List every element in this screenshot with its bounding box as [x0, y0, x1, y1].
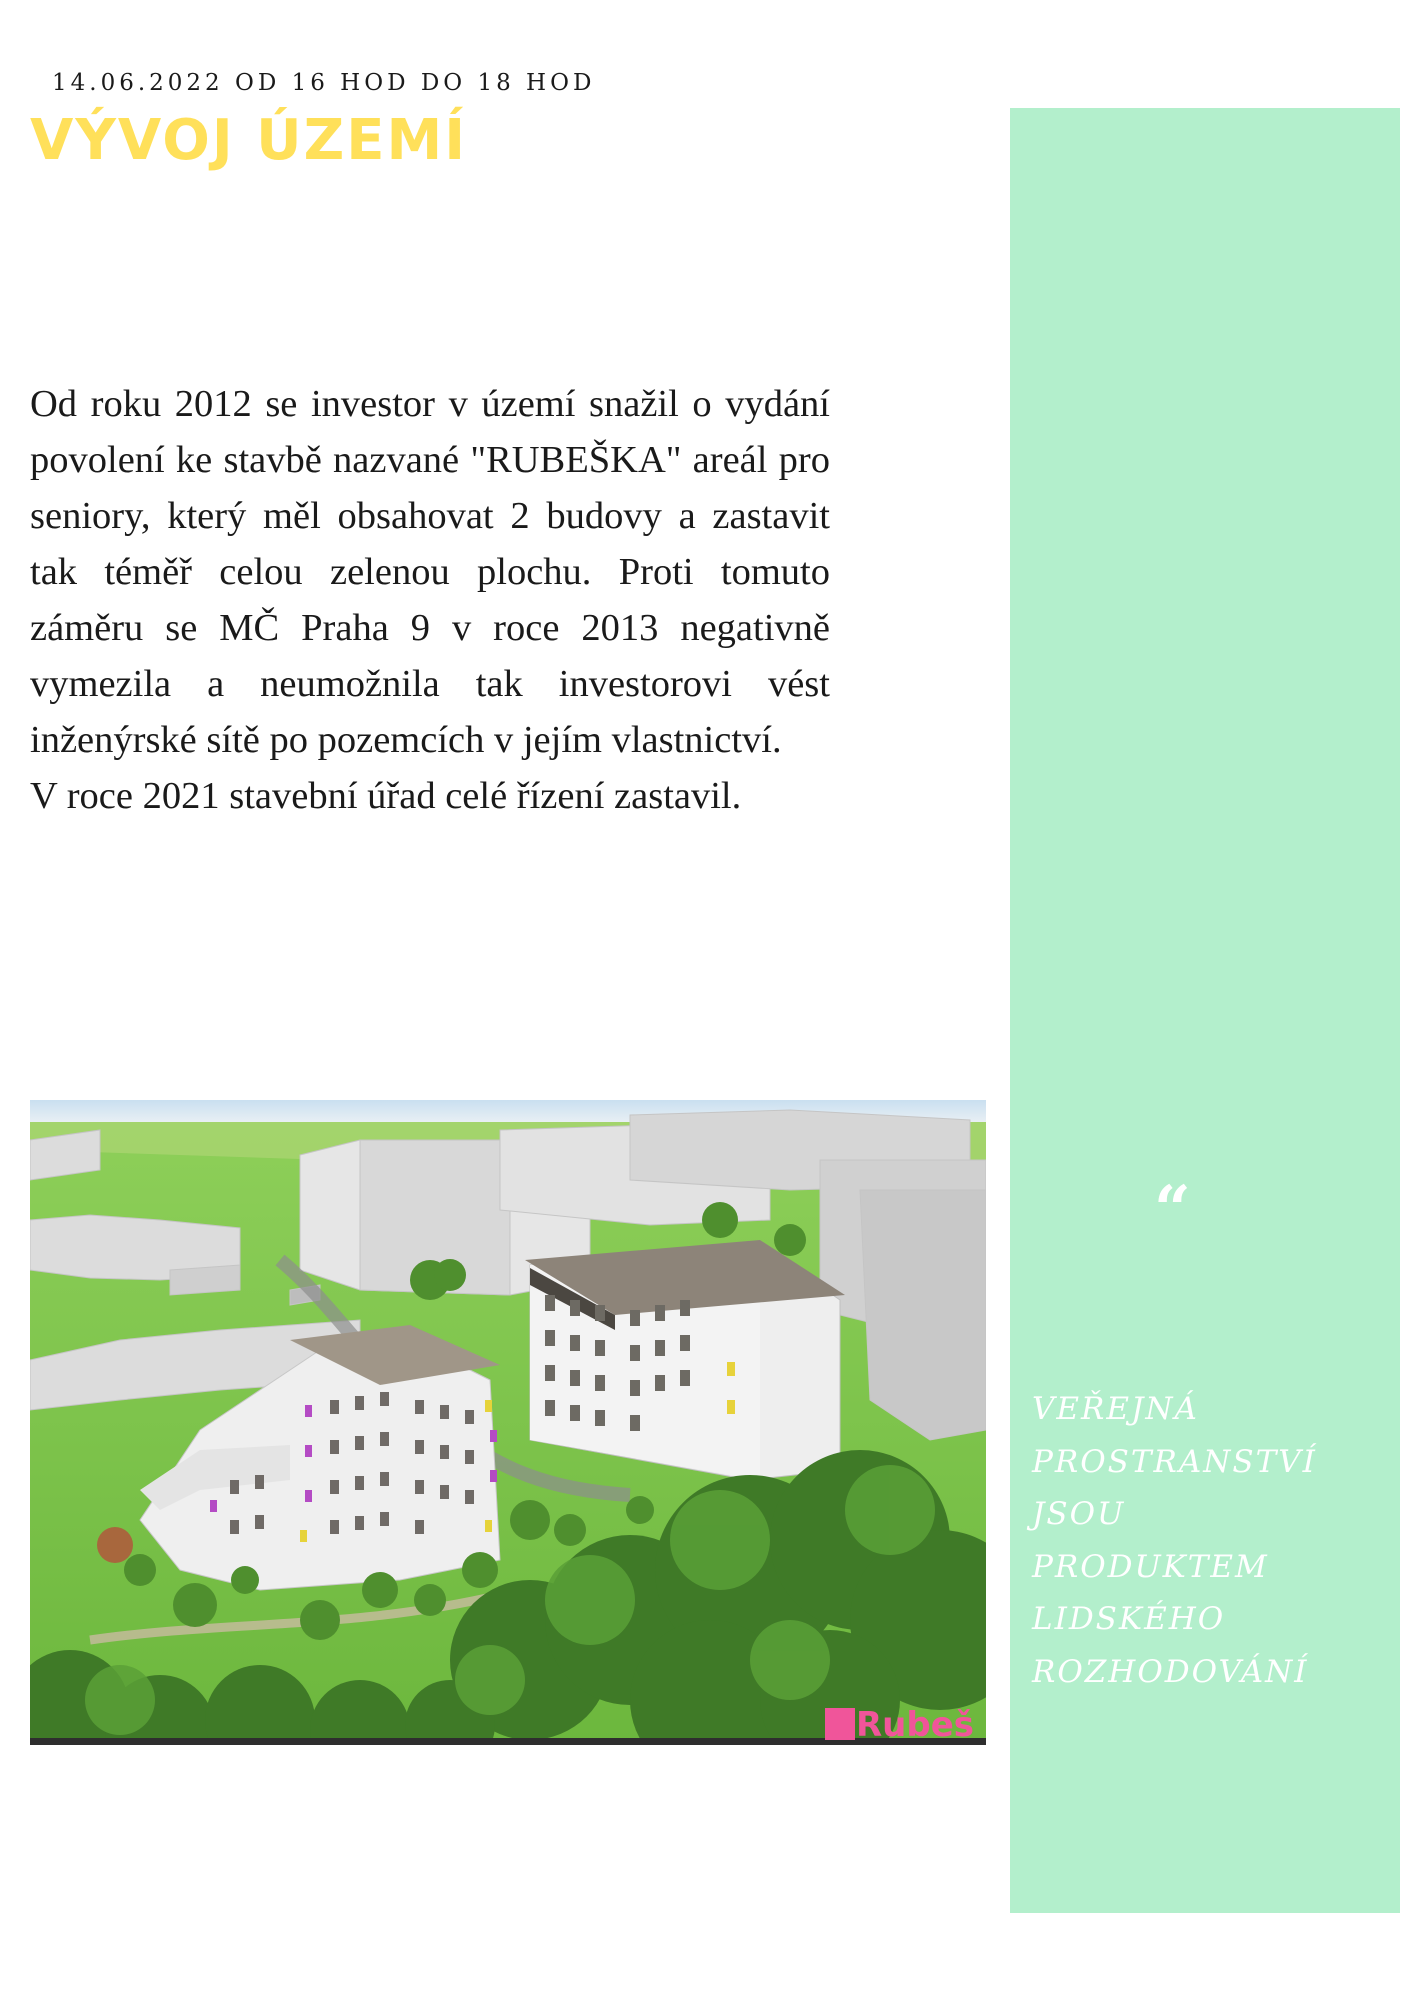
quote-line: PROSTRANSTVÍ [1032, 1443, 1317, 1480]
quote-line: PRODUKTEM [1032, 1548, 1269, 1585]
date-line: 14.06.2022 OD 16 HOD DO 18 HOD [52, 70, 596, 96]
watermark-logo-mark [825, 1708, 855, 1740]
quote-line: JSOU [1032, 1496, 1126, 1532]
quote-line: ROZHODOVÁNÍ [1032, 1653, 1309, 1690]
pull-quote [1032, 1383, 1372, 1698]
body-text [30, 376, 830, 824]
paragraph-history: Od roku 2012 se investor v území snažil o vydání povolení ke stavbě nazvané "RUBEŠKA" areál pro seniory, který měl obsahovat 2 budovy a zastavit tak téměř celou zelenou plochu. Proti tomuto záměru se MČ Praha 9 v roce 2013 negativně vymezila a neumožnila tak investorovi vést inženýrské sítě po pozemcích v jejím vlastnictví. [30, 383, 830, 761]
architectural-render-image [30, 1100, 986, 1745]
quote-line: VEŘEJNÁ [1032, 1391, 1199, 1427]
page-title: VÝVOJ ÚZEMÍ [30, 108, 468, 173]
quote-line: LIDSKÉHO [1032, 1601, 1226, 1637]
quote-side-panel [1010, 108, 1400, 1913]
paragraph-outcome: V roce 2021 stavební úřad celé řízení zastavil. [30, 775, 742, 817]
quote-mark-icon: “ [1154, 1172, 1191, 1247]
watermark-logo-text: Rubeš [856, 1705, 975, 1745]
